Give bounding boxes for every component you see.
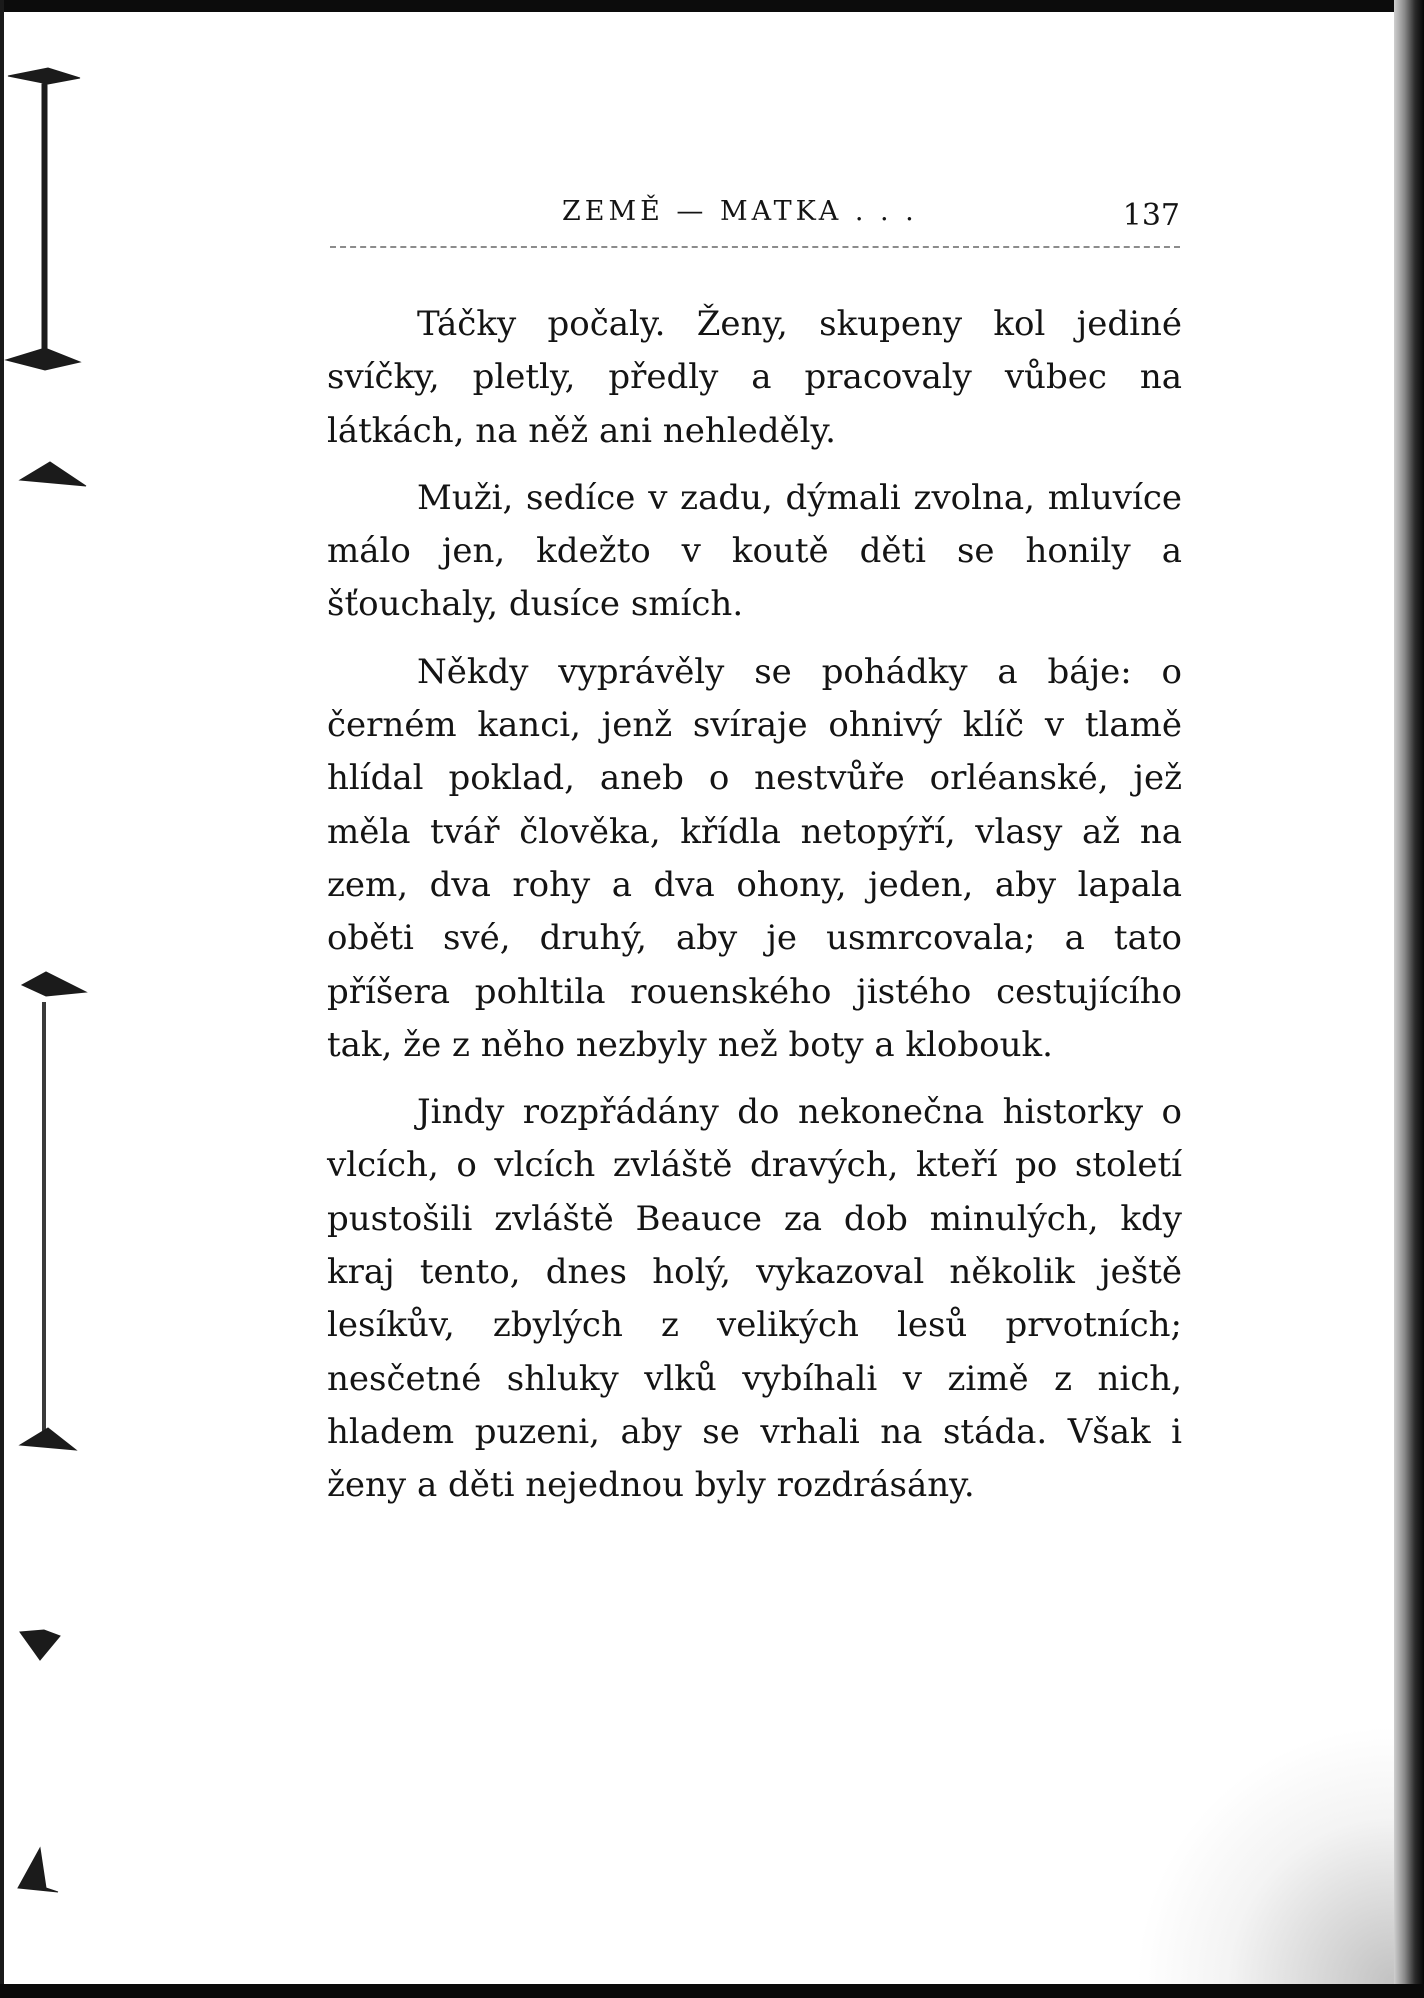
paragraph: Táčky počaly. Ženy, skupeny kol jediné svíčky, pletly, předly a pracovaly vůbec na látkách, na něž ani nehleděly. xyxy=(327,304,1182,451)
binding-mark-lower-2 xyxy=(20,1630,60,1660)
paragraph: Muži, sedíce v zadu, dýmali zvolna, mluvíce málo jen, kdežto v koutě děti se honily a šťouchaly, dusíce smích. xyxy=(327,477,1182,625)
page-number: 137 xyxy=(1122,198,1180,233)
binding-mark-middle xyxy=(22,972,86,996)
running-head-title: ZEMĚ — MATKA . . . xyxy=(562,196,918,227)
binding-marks xyxy=(0,0,100,1998)
paragraph: Jindy rozpřádány do nekonečna historky o vlcích, o vlcích zvláště dravých, kteří po století pustošili zvláště Beauce za dob minulých, kdy kraj tento, dnes holý, vykazoval několik ještě lesíkův, zbylých z velikých lesů prvotních; nesčetné shluky vlků vybíhali v zimě z nich, hladem puzeni, aby se vrhali na stáda. Však i ženy a děti nejednou byly rozdrásány. xyxy=(327,1092,1182,1506)
body-text xyxy=(327,298,1182,1513)
binding-mark-bottom xyxy=(18,1848,58,1892)
scan-right-edge xyxy=(1394,0,1424,1998)
running-head xyxy=(330,196,1180,236)
binding-line-lower xyxy=(42,1002,46,1432)
binding-mark-lower xyxy=(20,1428,76,1450)
page-corner-shading xyxy=(1134,1724,1394,1984)
scan-bottom-edge xyxy=(0,1984,1424,1998)
running-head-rule xyxy=(330,246,1180,248)
binding-line-upper xyxy=(42,84,47,354)
binding-mark-upper xyxy=(6,348,80,370)
paragraph: Někdy vyprávěly se pohádky a báje: o černém kanci, jenž svíraje ohnivý klíč v tlamě hlídal poklad, aneb o nestvůře orléanské, jež měla tvář člověka, křídla netopýří, vlasy až na zem, dva rohy a dva ohony, jeden, aby lapala oběti své, druhý, aby je usmrcovala; a tato příšera pohltila rouenského jistého cestujícího tak, že z něho nezbyly než boty a klobouk. xyxy=(327,651,1182,1065)
binding-mark-upper-tail xyxy=(20,462,86,486)
binding-mark-top xyxy=(8,68,80,84)
scan-top-edge xyxy=(0,0,1424,12)
